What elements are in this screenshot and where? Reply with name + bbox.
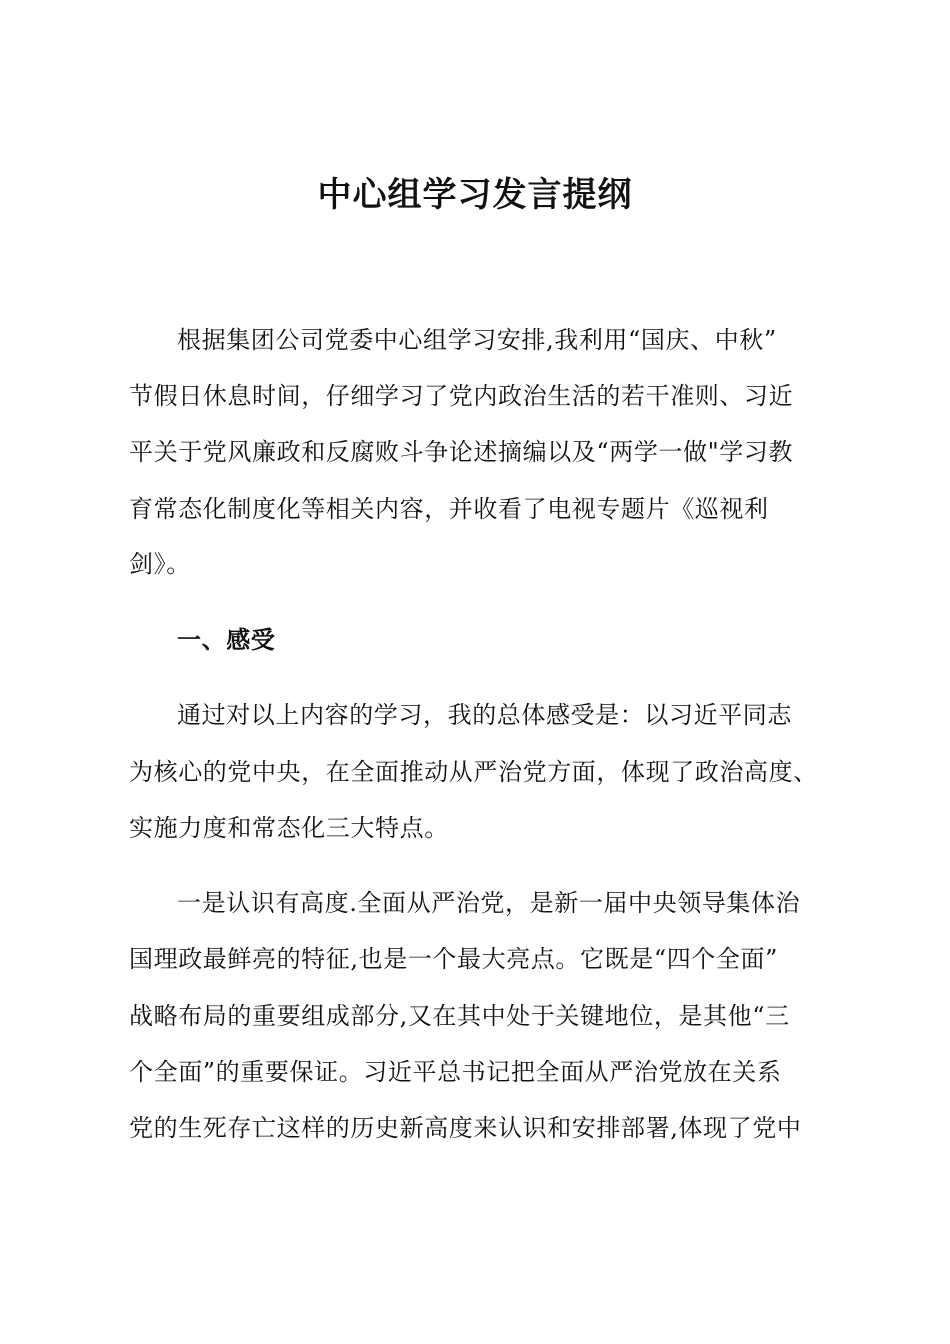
document-title: 中心组学习发言提纲 (317, 175, 633, 215)
paragraph-2-line-3: 实施力度和常态化三大特点。 (129, 814, 449, 842)
paragraph-1-line-1: 根据集团公司党委中心组学习安排,我利用“国庆、中秋” (177, 326, 777, 354)
paragraph-1-line-2: 节假日休息时间，仔细学习了党内政治生活的若干准则、习近 (129, 382, 794, 410)
paragraph-1-line-3: 平关于党风廉政和反腐败斗争论述摘编以及“两学一做"学习教 (129, 438, 794, 466)
paragraph-3-line-5: 党的生死存亡这样的历史新高度来认识和安排部署,体现了党中 (129, 1114, 802, 1142)
paragraph-3-line-4: 个全面”的重要保证。习近平总书记把全面从严治党放在关系 (129, 1058, 782, 1086)
paragraph-3-line-1: 一是认识有高度.全面从严治党，是新一届中央领导集体治 (177, 889, 801, 917)
paragraph-2-line-1: 通过对以上内容的学习，我的总体感受是：以习近平同志 (177, 701, 792, 729)
section-heading: 一、感受 (177, 626, 276, 654)
paragraph-1-line-5: 剑》。 (129, 550, 191, 578)
paragraph-1-line-4: 育常态化制度化等相关内容，并收看了电视专题片《巡视利 (129, 495, 769, 523)
paragraph-2-line-2: 为核心的党中央，在全面推动从严治党方面，体现了政治高度、 (129, 758, 818, 786)
paragraph-3-line-3: 战略布局的重要组成部分,又在其中处于关键地位，是其他“三 (129, 1002, 790, 1030)
paragraph-3-line-2: 国理政最鲜亮的特征,也是一个最大亮点。它既是“四个全面” (129, 945, 778, 973)
